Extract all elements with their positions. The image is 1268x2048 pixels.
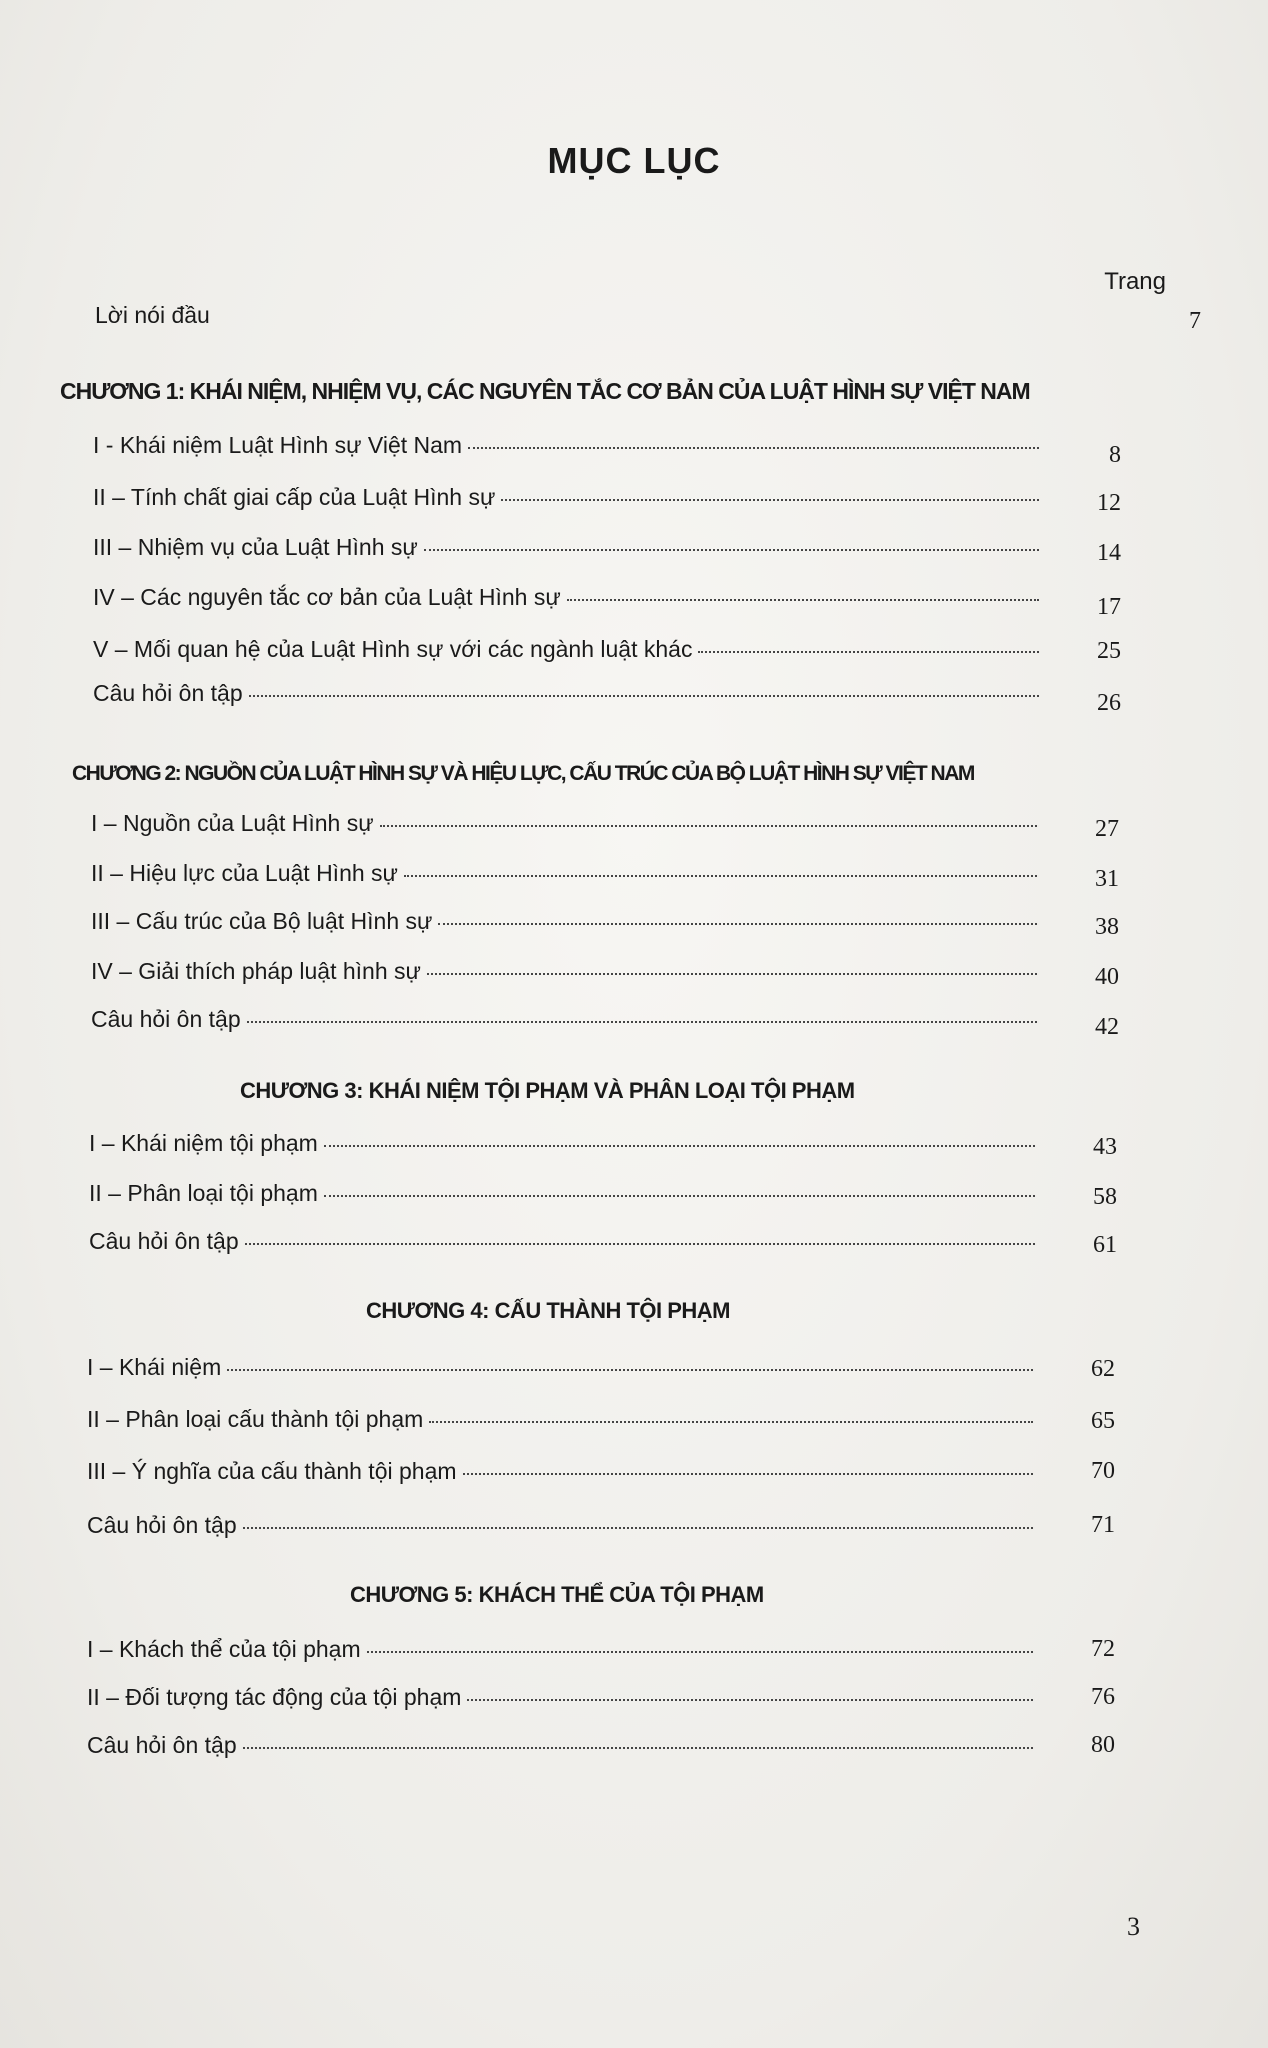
toc-entry-page: 31	[1095, 866, 1119, 892]
toc-entry[interactable]	[87, 1406, 1115, 1434]
dot-leader	[468, 446, 1039, 449]
toc-entry-page: 61	[1093, 1232, 1117, 1258]
toc-entry-page: 62	[1091, 1356, 1115, 1382]
toc-entry-label: II – Phân loại tội phạm	[89, 1180, 318, 1206]
toc-entry[interactable]	[87, 1732, 1115, 1759]
dot-leader	[463, 1472, 1033, 1475]
toc-entry-page: 65	[1091, 1408, 1115, 1434]
toc-entry-label: Câu hỏi ôn tập	[89, 1228, 239, 1254]
chapter-heading-4[interactable]: CHƯƠNG 4: CẤU THÀNH TỘI PHẠM	[366, 1298, 731, 1323]
dot-leader	[249, 694, 1039, 697]
toc-entry[interactable]	[91, 810, 1119, 842]
toc-entry[interactable]	[93, 432, 1121, 468]
toc-entry-page: 71	[1091, 1512, 1115, 1538]
toc-entry-label: III – Nhiệm vụ của Luật Hình sự	[93, 534, 418, 560]
toc-entry-label: III – Ý nghĩa của cấu thành tội phạm	[87, 1458, 457, 1484]
toc-entry-label: I - Khái niệm Luật Hình sự Việt Nam	[93, 432, 463, 458]
toc-entry[interactable]	[91, 958, 1119, 990]
toc-entry[interactable]	[87, 1684, 1115, 1711]
toc-entry-page: 43	[1093, 1134, 1117, 1160]
toc-entry[interactable]	[87, 1636, 1115, 1663]
toc-entry-label: II – Phân loại cấu thành tội phạm	[87, 1406, 424, 1432]
dot-leader	[324, 1194, 1035, 1197]
toc-entry-label: IV – Giải thích pháp luật hình sự	[91, 958, 421, 984]
toc-entry-label: Câu hỏi ôn tập	[91, 1006, 241, 1032]
toc-entry-label: Câu hỏi ôn tập	[87, 1732, 237, 1758]
toc-entry-label: V – Mối quan hệ của Luật Hình sự với các ngành luật khác	[93, 636, 693, 662]
toc-entry-label: III – Cấu trúc của Bộ luật Hình sự	[91, 908, 433, 934]
dot-leader	[380, 824, 1037, 827]
toc-title: MỤC LỤC	[547, 140, 721, 181]
dot-leader	[424, 548, 1039, 551]
toc-entry-page: 40	[1095, 964, 1119, 990]
toc-entry-label: II – Tính chất giai cấp của Luật Hình sự	[93, 484, 496, 510]
dot-leader	[324, 1144, 1035, 1147]
toc-entry[interactable]	[91, 908, 1119, 940]
toc-entry-label: I – Khái niệm tội phạm	[89, 1130, 318, 1156]
toc-entry-label: Câu hỏi ôn tập	[87, 1512, 237, 1538]
toc-entry-page: 17	[1097, 594, 1121, 620]
toc-entry-page: 58	[1093, 1184, 1117, 1210]
toc-entry[interactable]	[87, 1354, 1115, 1382]
dot-leader	[438, 922, 1037, 925]
dot-leader	[698, 650, 1039, 653]
toc-entry-page: 8	[1109, 442, 1121, 468]
toc-entry-page: 70	[1091, 1458, 1115, 1484]
dot-leader	[243, 1746, 1033, 1749]
toc-entry-page: 38	[1095, 914, 1119, 940]
dot-leader	[245, 1242, 1035, 1245]
toc-entry-page: 25	[1097, 638, 1121, 664]
dot-leader	[467, 1698, 1033, 1701]
toc-entry-page: 80	[1091, 1732, 1115, 1758]
toc-entry[interactable]	[87, 1512, 1115, 1539]
page-column-header: Trang	[1104, 268, 1166, 295]
dot-leader	[427, 972, 1037, 975]
toc-entry-label: IV – Các nguyên tắc cơ bản của Luật Hình sự	[93, 584, 561, 610]
toc-entry-label: Lời nói đầu	[95, 302, 210, 328]
toc-entry[interactable]	[89, 1228, 1117, 1258]
toc-entry-label: I – Nguồn của Luật Hình sự	[91, 810, 374, 836]
toc-entry-label: II – Đối tượng tác động của tội phạm	[87, 1684, 462, 1710]
toc-entry-page: 12	[1097, 490, 1121, 516]
toc-entry[interactable]	[93, 534, 1121, 566]
dot-leader	[243, 1526, 1033, 1529]
dot-leader	[216, 318, 1119, 319]
chapter-heading-3[interactable]: CHƯƠNG 3: KHÁI NIỆM TỘI PHẠM VÀ PHÂN LOẠI TỘI PHẠM	[240, 1078, 855, 1103]
dot-leader	[567, 598, 1039, 601]
toc-entry[interactable]	[93, 484, 1121, 516]
dot-leader	[247, 1020, 1037, 1023]
page-number: 3	[1127, 1912, 1140, 1941]
chapter-heading-5[interactable]: CHƯƠNG 5: KHÁCH THỂ CỦA TỘI PHẠM	[350, 1582, 764, 1607]
toc-entry[interactable]	[87, 1458, 1115, 1485]
toc-entry-page: 42	[1095, 1014, 1119, 1040]
toc-entry-page: 7	[1189, 308, 1201, 334]
toc-entry-label: I – Khách thể của tội phạm	[87, 1636, 361, 1662]
toc-entry[interactable]	[93, 680, 1121, 716]
dot-leader	[367, 1650, 1033, 1653]
chapter-heading-2[interactable]: CHƯƠNG 2: NGUỒN CỦA LUẬT HÌNH SỰ VÀ HIỆU LỰC, CẤU TRÚC CỦA BỘ LUẬT HÌNH SỰ VIỆT NAM	[72, 762, 974, 785]
toc-entry-label: Câu hỏi ôn tập	[93, 680, 243, 706]
toc-entry[interactable]	[91, 860, 1119, 892]
toc-entry-page: 14	[1097, 540, 1121, 566]
toc-entry-label: I – Khái niệm	[87, 1354, 222, 1380]
toc-entry-label: II – Hiệu lực của Luật Hình sự	[91, 860, 398, 886]
dot-leader	[227, 1368, 1033, 1371]
toc-entry[interactable]	[93, 636, 1121, 664]
toc-entry-intro[interactable]	[95, 302, 1201, 334]
dot-leader	[501, 498, 1039, 501]
dot-leader	[429, 1420, 1033, 1423]
dot-leader	[404, 874, 1037, 877]
chapter-heading-1[interactable]: CHƯƠNG 1: KHÁI NIỆM, NHIỆM VỤ, CÁC NGUYÊN TẮC CƠ BẢN CỦA LUẬT HÌNH SỰ VIỆT NAM	[60, 378, 1030, 404]
toc-entry-page: 27	[1095, 816, 1119, 842]
toc-entry-page: 76	[1091, 1684, 1115, 1710]
toc-entry[interactable]	[89, 1180, 1117, 1210]
toc-entry[interactable]	[89, 1130, 1117, 1160]
toc-entry-page: 26	[1097, 690, 1121, 716]
toc-entry[interactable]	[91, 1006, 1119, 1040]
toc-entry-page: 72	[1091, 1636, 1115, 1662]
toc-entry[interactable]	[93, 584, 1121, 620]
